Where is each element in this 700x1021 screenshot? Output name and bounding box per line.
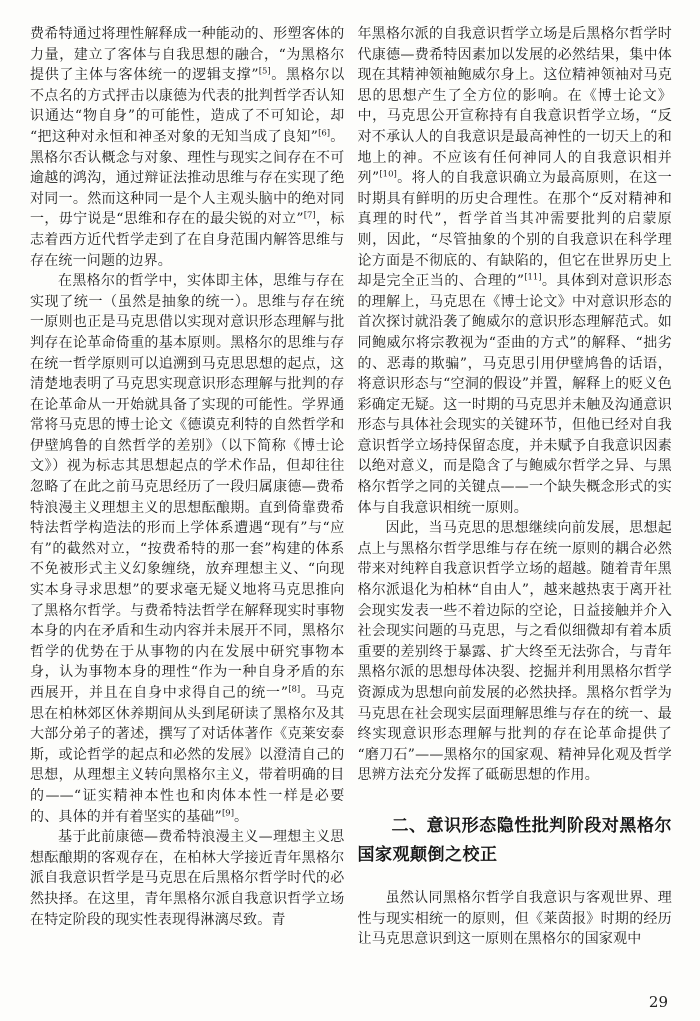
paragraph: 虽然认同黑格尔哲学自我意识与客观世界、理性与现实相统一的原则，但《莱茵报》时期的经历让马克思意识到这一原则在黑格尔的国家观中 [357,889,672,948]
citation-ref: [9] [221,807,235,818]
citation-ref: [5] [258,66,271,77]
citation-ref: [6] [318,128,331,139]
citation-ref: [8] [288,684,301,695]
paragraph: 年黑格尔派的自我意识哲学立场是后黑格尔哲学时代康德—费希特因素加以发展的必然结果，集中体现在其精神领袖鲍威尔身上。这位精神领袖对马克思的思想产生了全方位的影响。在《博士论文》中，马克思公开宣称持有自我意识哲学立场，“反对不承认人的自我意识是最高神性的一切天上的和地上的神。不应该有任何神同人的自我意识相并列”[10]。将人的自我意识确立为最高原则，在这一时期具有鲜明的历史合理性。在那个“反对精神和真理的时代”，哲学首当其冲需要批判的启蒙原则，因此，“尽管抽象的个别的自我意识在科学理论方面是不彻底的、有缺陷的，但它在世界历史上却是完全正当的、合理的”[11]。具体到对意识形态的理解上，马克思在《博士论文》中对意识形态的首次探讨就沿袭了鲍威尔的意识形态理解范式。如同鲍威尔将宗教视为“歪曲的方式”的解释、“拙劣的、恶毒的欺骗”，马克思引用伊壁鸠鲁的话语，将意识形态与“空洞的假设”并置，解释上的贬义色彩确定无疑。这一时期的马克思并未触及沟通意识形态与具体社会现实的关键环节，但他已经对自我意识哲学立场持保留态度，并未赋予自我意识因素以绝对意义，而是隐含了与鲍威尔哲学之异、与黑格尔哲学之同的关键点——一个缺失概念形式的实体与自我意识相统一原则。 [357,26,672,516]
paragraph: 基于此前康德—费希特浪漫主义—理想主义思想酝酿期的客观存在，在柏林大学接近青年黑格尔派自我意识哲学是马克思在后黑格尔哲学时代的必然抉择。在这里，青年黑格尔派自我意识哲学立场在特定阶段的现实性表现得淋漓尽致。青 [30,829,345,928]
citation-ref: [11] [524,272,542,283]
section-heading: 二、意识形态隐性批判阶段对黑格尔国家观颠倒之校正 [357,815,672,865]
paragraph: 在黑格尔的哲学中，实体即主体，思维与存在实现了统一（虽然是抽象的统一）。思维与存在统一原则也正是马克思借以实现对意识形态理解与批判存在论革命倚重的基本原则。黑格尔的思维与存在统一哲学原则可以追溯到马克思思想的起点，这清楚地表明了马克思实现意识形态理解与批判的存在论革命从一开始就具备了实现的可能性。学界通常将马克思的博士论文《德谟克利特的自然哲学和伊壁鸠鲁的自然哲学的差别》（以下简称《博士论文》）视为标志其思想起点的学术作品，但却往往忽略了在此之前马克思经历了一段归属康德—费希特浪漫主义理想主义的思想酝酿期。直到倚靠费希特法哲学构造法的形而上学体系遭遇“现有”与“应有”的截然对立，“按费希特的那一套”构建的体系不免被形式主义幻象缠绕，放弃理想主义、“向现实本身寻求思想”的要求毫无疑义地将马克思推向了黑格尔哲学。与费希特法哲学在解释现实时事物本身的内在矛盾和生动内容并未展开不同，黑格尔哲学的优势在于从事物的内在发展中研究事物本身，认为事物本身的理性“作为一种自身矛盾的东西展开，并且在自身中求得自己的统一”[8]。马克思在柏林郊区休养期间从头到尾研读了黑格尔及其大部分弟子的著述，撰写了对话体著作《克莱安泰斯，或论哲学的起点和必然的发展》以澄清自己的思想，从理想主义转向黑格尔主义，带着明确的目的——“证实精神本性也和肉体本性一样是必要的、具体的并有着坚实的基础”[9]。 [30,273,345,825]
page-number: 29 [648,993,668,1011]
left-column [30,24,345,986]
paragraph: 费希特通过将理性解释成一种能动的、形塑客体的力量，建立了客体与自我思想的融合，“为黑格尔提供了主体与客体统一的逻辑支撑”[5]。黑格尔以不点名的方式抨击以康德为代表的批判哲学否认知识通达“物自身”的可能性，造成了不可知论，却“把这种对永恒和神圣对象的无知当成了良知”[6]。黑格尔否认概念与对象、理性与现实之间存在不可逾越的鸿沟，通过辩证法推动思维与存在实现了绝对同一。然而这种同一是个人主观头脑中的绝对同一，毋宁说是“思维和存在的最尖锐的对立”[7]，标志着西方近代哲学走到了在自身范围内解答思维与存在统一问题的边界。 [30,26,345,269]
right-column [358,24,673,986]
paragraph: 因此，当马克思的思想继续向前发展，思想起点上与黑格尔哲学思维与存在统一原则的耦合必然带来对纯粹自我意识哲学立场的超越。随着青年黑格尔派退化为柏林“自由人”，越来越热衷于离开社会现实发表一些不着边际的空论，日益接触并介入社会现实问题的马克思，与之看似细微却有着本质重要的差别终于暴露、扩大终至无法弥合，与青年黑格尔派的思想母体决裂、挖掘并利用黑格尔哲学资源成为思想向前发展的必然抉择。黑格尔哲学为马克思在社会现实层面理解思维与存在的统一、最终实现意识形态理解与批判的存在论革命提供了“磨刀石”——黑格尔的国家观、精神异化观及哲学思辨方法充分发挥了砥砺思想的作用。 [357,520,672,784]
citation-ref: [7] [303,210,316,221]
two-column-layout [30,24,672,986]
citation-ref: [10] [379,169,397,180]
